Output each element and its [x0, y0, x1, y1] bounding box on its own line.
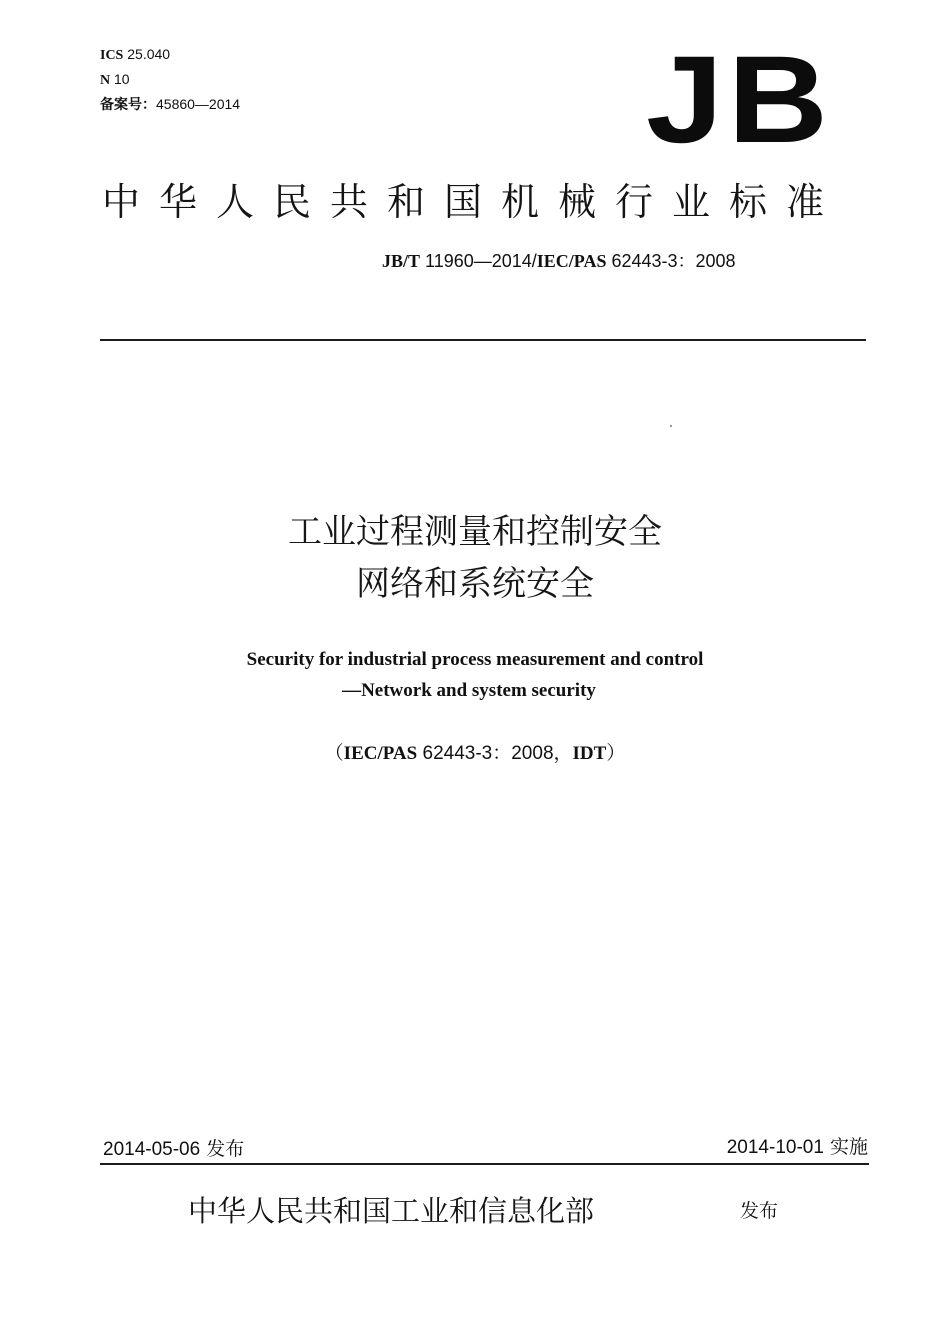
ccs-code — [100, 70, 130, 90]
standard-number-ref: IEC/PAS — [536, 251, 607, 271]
standard-number-mid: 11960—2014/ — [420, 251, 537, 271]
ics-label: ICS — [100, 48, 124, 63]
publisher-name: 中华人民共和国工业和信息化部 — [188, 1194, 595, 1228]
filing-label: 备案号： — [100, 97, 156, 113]
title-english-line-2: —Network and system security — [342, 680, 596, 701]
jb-logo: JB — [646, 31, 833, 169]
filing-value: 45860—2014 — [156, 96, 241, 112]
scan-speck — [670, 425, 672, 427]
standard-category: 中华人民共和国机械行业标准 — [102, 180, 844, 224]
bottom-divider — [100, 1163, 869, 1165]
issue-date — [103, 1136, 244, 1163]
implementation-date-label: 实施 — [829, 1136, 868, 1158]
ics-code — [100, 45, 170, 65]
publisher-suffix: 发布 — [740, 1200, 779, 1222]
ics-value: 25.040 — [127, 46, 171, 62]
identical-reference — [0, 740, 950, 767]
title-english-line-1: Security for industrial process measurement and control — [246, 649, 704, 670]
implementation-date — [727, 1134, 868, 1161]
standard-number — [382, 249, 736, 274]
issue-date-label: 发布 — [206, 1138, 245, 1160]
issue-date-value: 2014-05-06 — [103, 1139, 201, 1160]
identical-ref: IEC/PAS — [343, 743, 418, 764]
top-divider — [100, 339, 866, 341]
identical-mid: 62443-3：2008， — [417, 743, 573, 764]
title-chinese-line-2: 网络和系统安全 — [356, 564, 594, 604]
identical-close: ） — [606, 742, 626, 764]
standard-number-prefix: JB/T — [382, 251, 421, 271]
implementation-date-value: 2014-10-01 — [726, 1137, 824, 1158]
ccs-value: 10 — [114, 71, 130, 87]
identical-open: （ — [324, 742, 344, 764]
title-chinese-line-1: 工业过程测量和控制安全 — [288, 512, 662, 552]
filing-number — [100, 95, 240, 114]
standard-number-suffix: 62443-3：2008 — [606, 251, 736, 271]
ccs-label: N — [100, 73, 111, 88]
identical-code: IDT — [572, 743, 607, 764]
